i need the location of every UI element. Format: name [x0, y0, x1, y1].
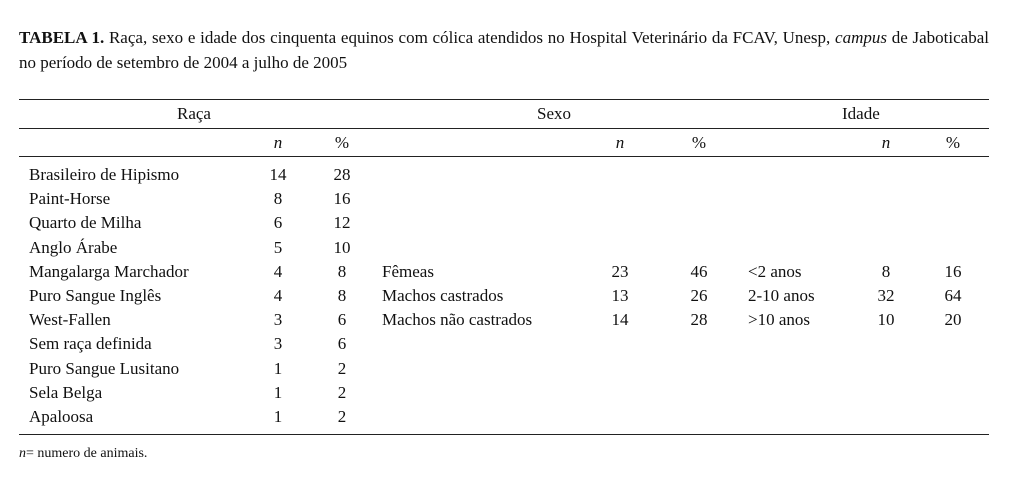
- cell-breed-percent: 2: [337, 406, 347, 426]
- cell-breed-n: 1: [273, 358, 283, 378]
- table-row: [0, 308, 1030, 332]
- cell-age-percent: 64: [944, 285, 962, 305]
- cell-breed-percent: 6: [337, 334, 347, 354]
- cell-sex-n: 23: [611, 261, 629, 281]
- subheader-sexo-n: n: [615, 133, 625, 152]
- table-top-rule: [19, 99, 989, 100]
- cell-breed-n: 1: [273, 406, 283, 426]
- table-label: TABELA 1.: [19, 28, 105, 47]
- table-row: [0, 211, 1030, 235]
- footnote-symbol: n: [19, 446, 26, 461]
- subheader-raca-percent: %: [334, 133, 350, 152]
- cell-breed-n: 4: [273, 261, 283, 281]
- cell-age-percent: 20: [944, 310, 962, 330]
- table-row: [0, 187, 1030, 211]
- cell-breed-n: 3: [273, 334, 283, 354]
- cell-breed-percent: 6: [337, 310, 347, 330]
- cell-breed-n: 14: [269, 165, 287, 184]
- table-row: [0, 260, 1030, 284]
- cell-sex-percent: 28: [690, 310, 708, 330]
- subheader-idade-percent: %: [945, 133, 961, 152]
- table-caption: [19, 25, 989, 75]
- cell-breed: Puro Sangue Inglês: [29, 285, 162, 305]
- cell-breed-percent: 8: [337, 261, 347, 281]
- subheader-idade-n: n: [881, 133, 891, 152]
- cell-breed: Puro Sangue Lusitano: [29, 358, 180, 378]
- header-sexo: Sexo: [537, 104, 571, 123]
- cell-age: <2 anos: [748, 261, 802, 281]
- cell-sex-percent: 46: [690, 261, 708, 281]
- cell-age-percent: 16: [944, 261, 962, 281]
- cell-breed-percent: 2: [337, 358, 347, 378]
- caption-text: Raça, sexo e idade dos cinquenta equinos com cólica atendidos no Hospital Veterinário da FCAV, Unesp,: [104, 28, 836, 47]
- cell-sex-n: 14: [611, 310, 629, 330]
- cell-breed-n: 5: [273, 237, 283, 257]
- table-row: [0, 163, 1030, 187]
- cell-breed-percent: 28: [333, 165, 351, 184]
- cell-breed: Anglo Árabe: [29, 237, 118, 257]
- cell-breed-n: 8: [273, 189, 283, 209]
- cell-breed-percent: 16: [333, 189, 351, 209]
- cell-breed: Sem raça definida: [29, 334, 152, 354]
- subheader-sexo-percent: %: [691, 133, 707, 152]
- table-row: [0, 357, 1030, 381]
- cell-breed-percent: 2: [337, 382, 347, 402]
- cell-sex-n: 13: [611, 285, 629, 305]
- cell-age-n: 32: [877, 285, 895, 305]
- cell-breed: Brasileiro de Hipismo: [29, 165, 180, 184]
- cell-breed-n: 6: [273, 213, 283, 233]
- cell-age-n: 10: [877, 310, 895, 330]
- caption-text-end: de Jaboticabal no período de setembro de 2004 a julho de 2005: [19, 28, 989, 72]
- cell-breed: Mangalarga Marchador: [29, 261, 189, 281]
- cell-breed-percent: 8: [337, 285, 347, 305]
- cell-breed-n: 1: [273, 382, 283, 402]
- header-raca: Raça: [177, 104, 211, 123]
- table-row: [0, 284, 1030, 308]
- table-row: [0, 332, 1030, 356]
- cell-breed-percent: 12: [333, 213, 351, 233]
- cell-breed: Quarto de Milha: [29, 213, 142, 233]
- table-footnote: [19, 445, 147, 463]
- footnote-text: = numero de animais.: [26, 446, 148, 461]
- cell-age: >10 anos: [748, 310, 810, 330]
- cell-breed-n: 4: [273, 285, 283, 305]
- table-subheader-rule: [19, 156, 989, 157]
- table-row: [0, 236, 1030, 260]
- cell-breed: Sela Belga: [29, 382, 103, 402]
- cell-age: 2-10 anos: [748, 285, 815, 305]
- table-bottom-rule: [19, 434, 989, 435]
- cell-sex: Machos castrados: [382, 285, 504, 305]
- cell-breed: West-Fallen: [29, 310, 111, 330]
- caption-italic-text: campus: [835, 28, 887, 47]
- cell-breed: Paint-Horse: [29, 189, 111, 209]
- table-row: [0, 381, 1030, 405]
- cell-breed-n: 3: [273, 310, 283, 330]
- subheader-raca-n: n: [273, 133, 283, 152]
- table-row: [0, 405, 1030, 429]
- cell-sex: Fêmeas: [382, 261, 434, 281]
- table-body: [0, 163, 1030, 429]
- cell-breed-percent: 10: [333, 237, 351, 257]
- cell-sex: Machos não castrados: [382, 310, 533, 330]
- cell-sex-percent: 26: [690, 285, 708, 305]
- header-idade: Idade: [842, 104, 880, 123]
- cell-age-n: 8: [881, 261, 891, 281]
- table-header-rule: [19, 128, 989, 129]
- cell-breed: Apaloosa: [29, 406, 94, 426]
